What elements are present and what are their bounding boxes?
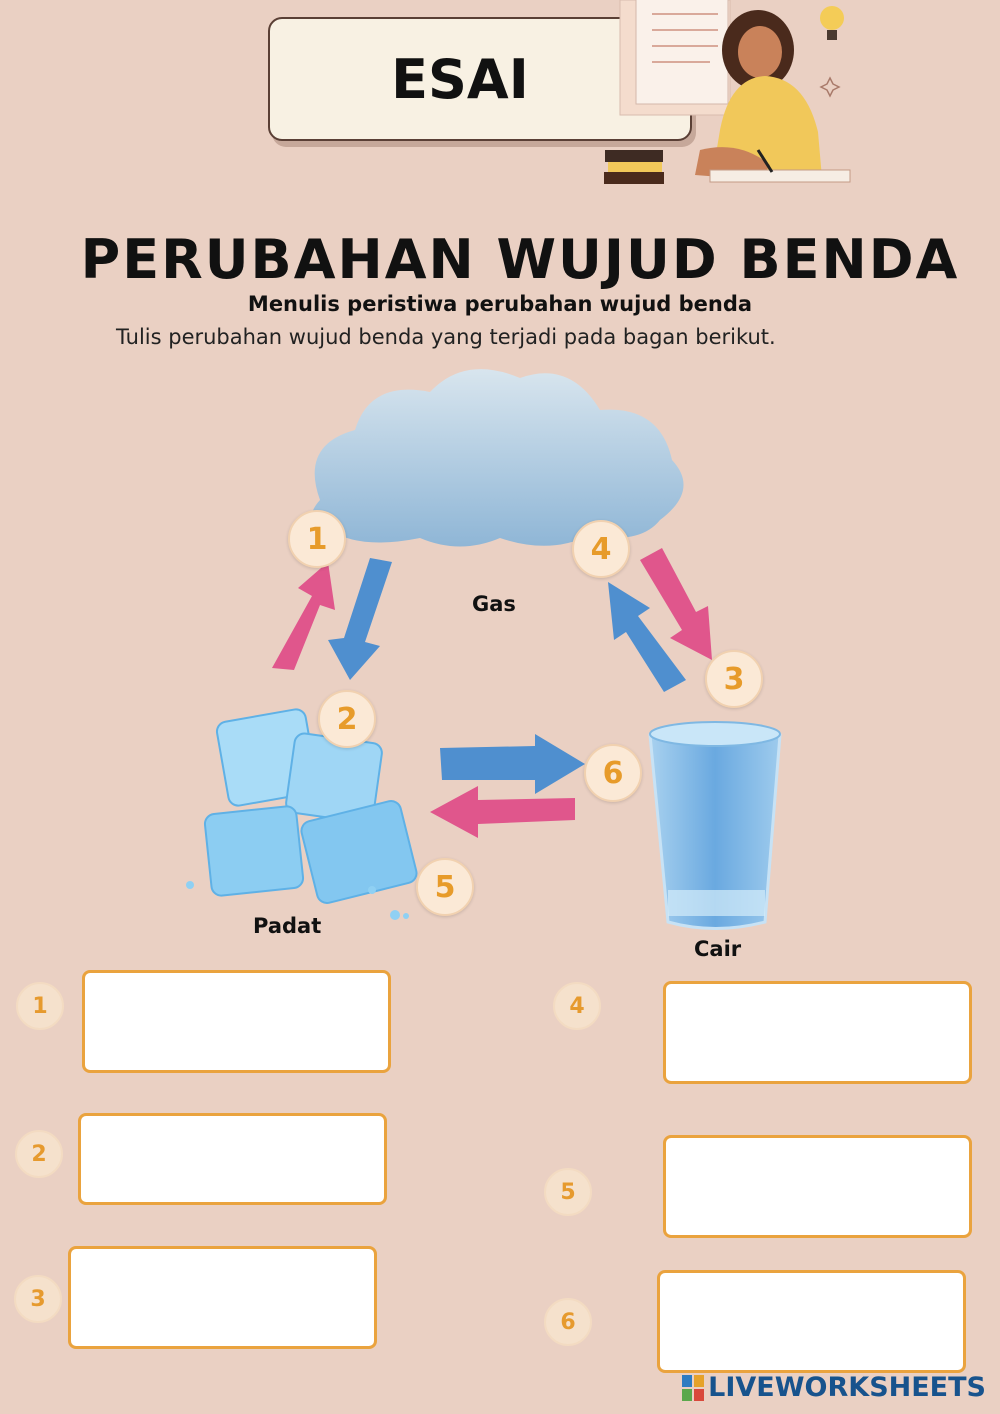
diagram-marker-5: 5 (416, 858, 474, 916)
answer-field-5[interactable] (663, 1135, 972, 1238)
answer-field-4[interactable] (663, 981, 972, 1084)
arrow-solid-to-gas (272, 562, 335, 670)
state-label-gas: Gas (472, 592, 516, 616)
worksheet-instruction: Tulis perubahan wujud benda yang terjadi pada bagan berikut. (116, 325, 776, 349)
answer-field-1[interactable] (82, 970, 391, 1073)
answer-number-3: 3 (14, 1275, 62, 1323)
diagram-marker-4: 4 (572, 520, 630, 578)
liveworksheets-logo-icon (682, 1375, 704, 1401)
answer-number-5: 5 (544, 1168, 592, 1216)
diagram-marker-1: 1 (288, 510, 346, 568)
worksheet-title: PERUBAHAN WUJUD BENDA (80, 228, 960, 291)
arrow-gas-to-solid (328, 558, 392, 680)
header-title: ESAI (391, 47, 529, 111)
state-label-solid: Padat (253, 914, 322, 938)
answer-field-2[interactable] (78, 1113, 387, 1205)
state-change-diagram (0, 350, 1000, 970)
state-label-liquid: Cair (694, 937, 742, 961)
diagram-marker-3: 3 (705, 650, 763, 708)
cloud-icon (312, 369, 684, 546)
liveworksheets-brand-text: LIVEWORKSHEETS (708, 1372, 986, 1403)
liveworksheets-logo (682, 1372, 986, 1403)
answer-number-4: 4 (553, 982, 601, 1030)
answer-number-2: 2 (15, 1130, 63, 1178)
ice-cubes-icon (186, 708, 419, 920)
answer-field-6[interactable] (657, 1270, 966, 1373)
water-glass-icon (650, 722, 780, 929)
answer-number-6: 6 (544, 1298, 592, 1346)
diagram-marker-6: 6 (584, 744, 642, 802)
worksheet-subtitle: Menulis peristiwa perubahan wujud benda (247, 292, 753, 316)
arrow-liquid-to-solid (430, 786, 575, 838)
diagram-marker-2: 2 (318, 690, 376, 748)
arrow-solid-to-liquid (440, 734, 585, 794)
student-writing-illustration (600, 0, 860, 195)
answer-field-3[interactable] (68, 1246, 377, 1349)
answer-number-1: 1 (16, 982, 64, 1030)
